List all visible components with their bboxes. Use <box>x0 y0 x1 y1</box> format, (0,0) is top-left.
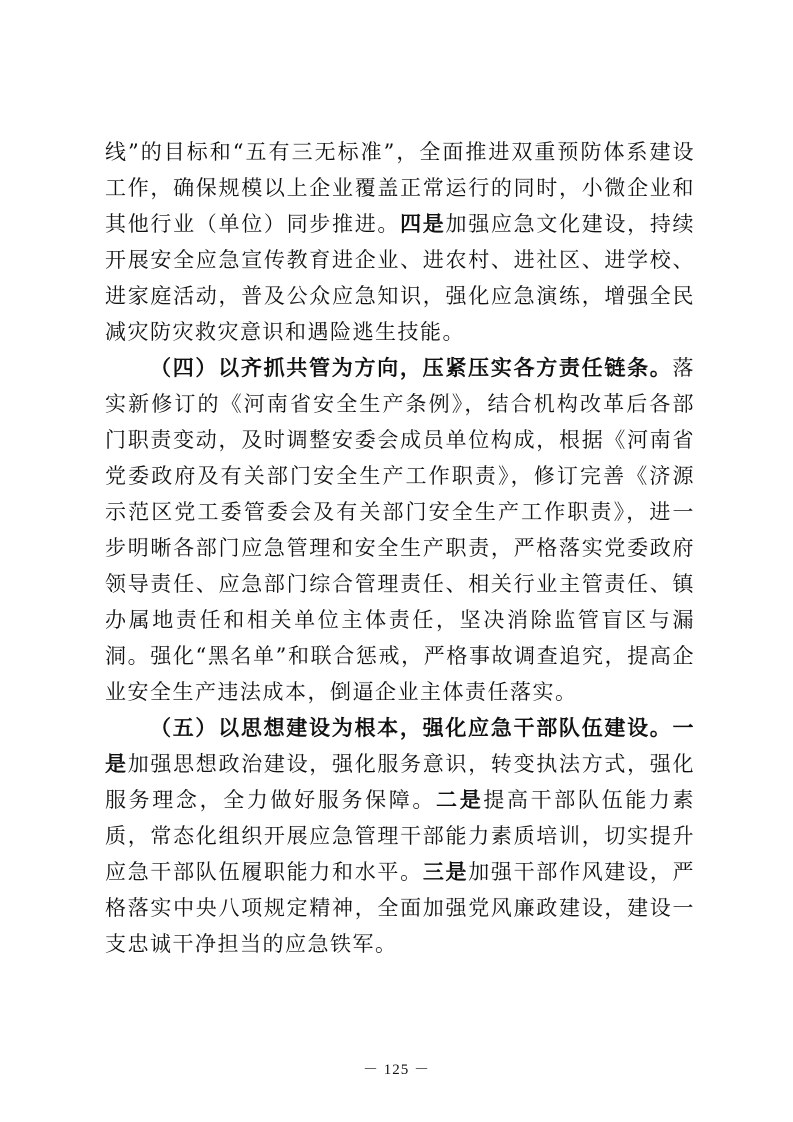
text-segment: 加强思想政治建设，强化服务意识，转变执法方式，强化服务理念，全力做好服务保障。 <box>105 752 696 812</box>
text-segment: 线”的目标和“五有三无标准”，全面推进双重预防体系建设工作，确保规模以上企业覆盖正常运行的同时，小微企业和其他行业（单位）同步推进。 <box>105 140 695 236</box>
bold-marker: 二是 <box>436 788 484 812</box>
document-body <box>105 134 695 962</box>
bold-marker: 三是 <box>422 860 469 884</box>
text-segment: 加强应急文化建设，持续开展安全应急宣传教育进企业、进农村、进社区、进学校、进家庭活动，普及公众应急知识，强化应急演练，增强全民减灾防灾救灾意识和遇险逃生技能。 <box>105 212 696 344</box>
page-number: － 125 － <box>362 1062 430 1078</box>
paragraph-section-4 <box>105 350 695 710</box>
section-heading: （四）以齐抓共管为方向，压紧压实各方责任链条。 <box>150 356 673 380</box>
text-segment: 提高干部队伍能力素质，常态化组织开展应急管理干部能力素质培训，切实提升应急干部队伍履职能力和水平。 <box>105 788 696 884</box>
paragraph-continuation <box>105 134 695 350</box>
section-heading: （五）以思想建设为根本，强化应急干部队伍建设。 <box>150 716 673 740</box>
bold-marker: 一是 <box>105 716 695 776</box>
paragraph-section-5 <box>105 710 695 962</box>
text-segment: 落实新修订的《河南省安全生产条例》，结合机构改革后各部门职责变动，及时调整安委会成员单位构成，根据《河南省党委政府及有关部门安全生产工作职责》，修订完善《济源示范区党工委管委会及有关部门安全生产工作职责》，进一步明晰各部门应急管理和安全生产职责，严格落实党委政府领导责任、应急部门综合管理责任、相关行业主管责任、镇办属地责任和相关单位主体责任，坚决消除监管盲区与漏洞。强化“黑名单”和联合惩戒，严格事故调查追究，提高企业安全生产违法成本，倒逼企业主体责任落实。 <box>105 356 695 704</box>
bold-marker: 四是 <box>400 212 446 236</box>
text-segment: 加强干部作风建设，严格落实中央八项规定精神，全面加强党风廉政建设，建设一支忠诚干净担当的应急铁军。 <box>105 860 696 956</box>
